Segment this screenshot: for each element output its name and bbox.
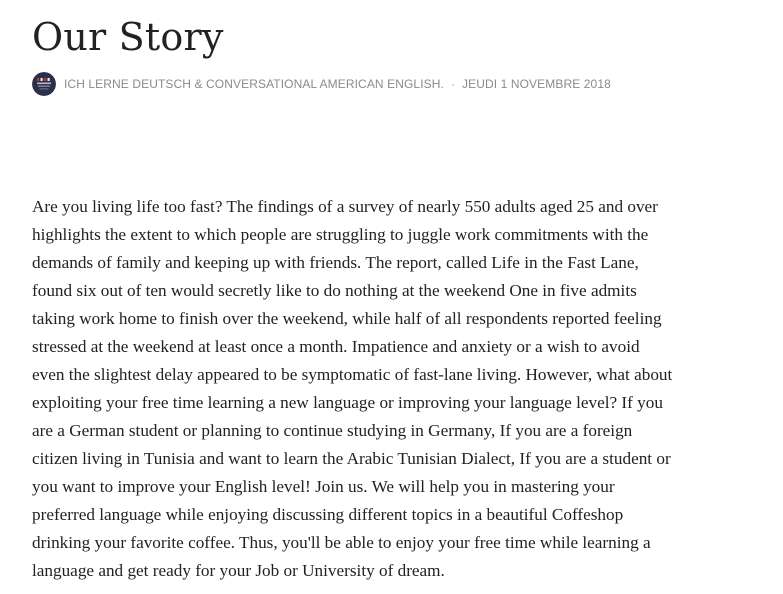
- body-line: highlights the extent to which people are struggling to juggle work commitments with the: [32, 225, 649, 244]
- author-avatar[interactable]: [32, 72, 56, 96]
- cafe-logo-icon: [32, 72, 56, 96]
- body-line: you want to improve your English level! Join us. We will help you in mastering your: [32, 477, 615, 496]
- meta-separator: ·: [450, 77, 456, 91]
- author-name[interactable]: ICH LERNE DEUTSCH & CONVERSATIONAL AMERICAN ENGLISH.: [64, 77, 444, 91]
- body-line: preferred language while enjoying discussing different topics in a beautiful Coffeshop: [32, 505, 624, 524]
- body-line: exploiting your free time learning a new language or improving your language level? If you: [32, 393, 663, 412]
- body-line: even the slightest delay appeared to be symptomatic of fast-lane living. However, what about: [32, 365, 673, 384]
- post-meta: [32, 71, 611, 97]
- body-line: are a German student or planning to continue studying in Germany, If you are a foreign: [32, 421, 633, 440]
- body-line: drinking your favorite coffee. Thus, you'll be able to enjoy your free time while learning a: [32, 533, 651, 552]
- body-line: stressed at the weekend at least once a month. Impatience and anxiety or a wish to avoid: [32, 337, 640, 356]
- post-body: [32, 193, 732, 585]
- body-line: taking work home to finish over the weekend, while half of all respondents reported feeling: [32, 309, 662, 328]
- post-date: JEUDI 1 NOVEMBRE 2018: [462, 77, 611, 91]
- page-title: Our Story: [32, 15, 224, 59]
- body-line: citizen living in Tunisia and want to learn the Arabic Tunisian Dialect, If you are a student or: [32, 449, 671, 468]
- body-line: language and get ready for your Job or University of dream.: [32, 561, 445, 580]
- body-line: demands of family and keeping up with friends. The report, called Life in the Fast Lane,: [32, 253, 639, 272]
- body-line: found six out of ten would secretly like to do nothing at the weekend One in five admits: [32, 281, 637, 300]
- body-line: Are you living life too fast? The findings of a survey of nearly 550 adults aged 25 and over: [32, 197, 658, 216]
